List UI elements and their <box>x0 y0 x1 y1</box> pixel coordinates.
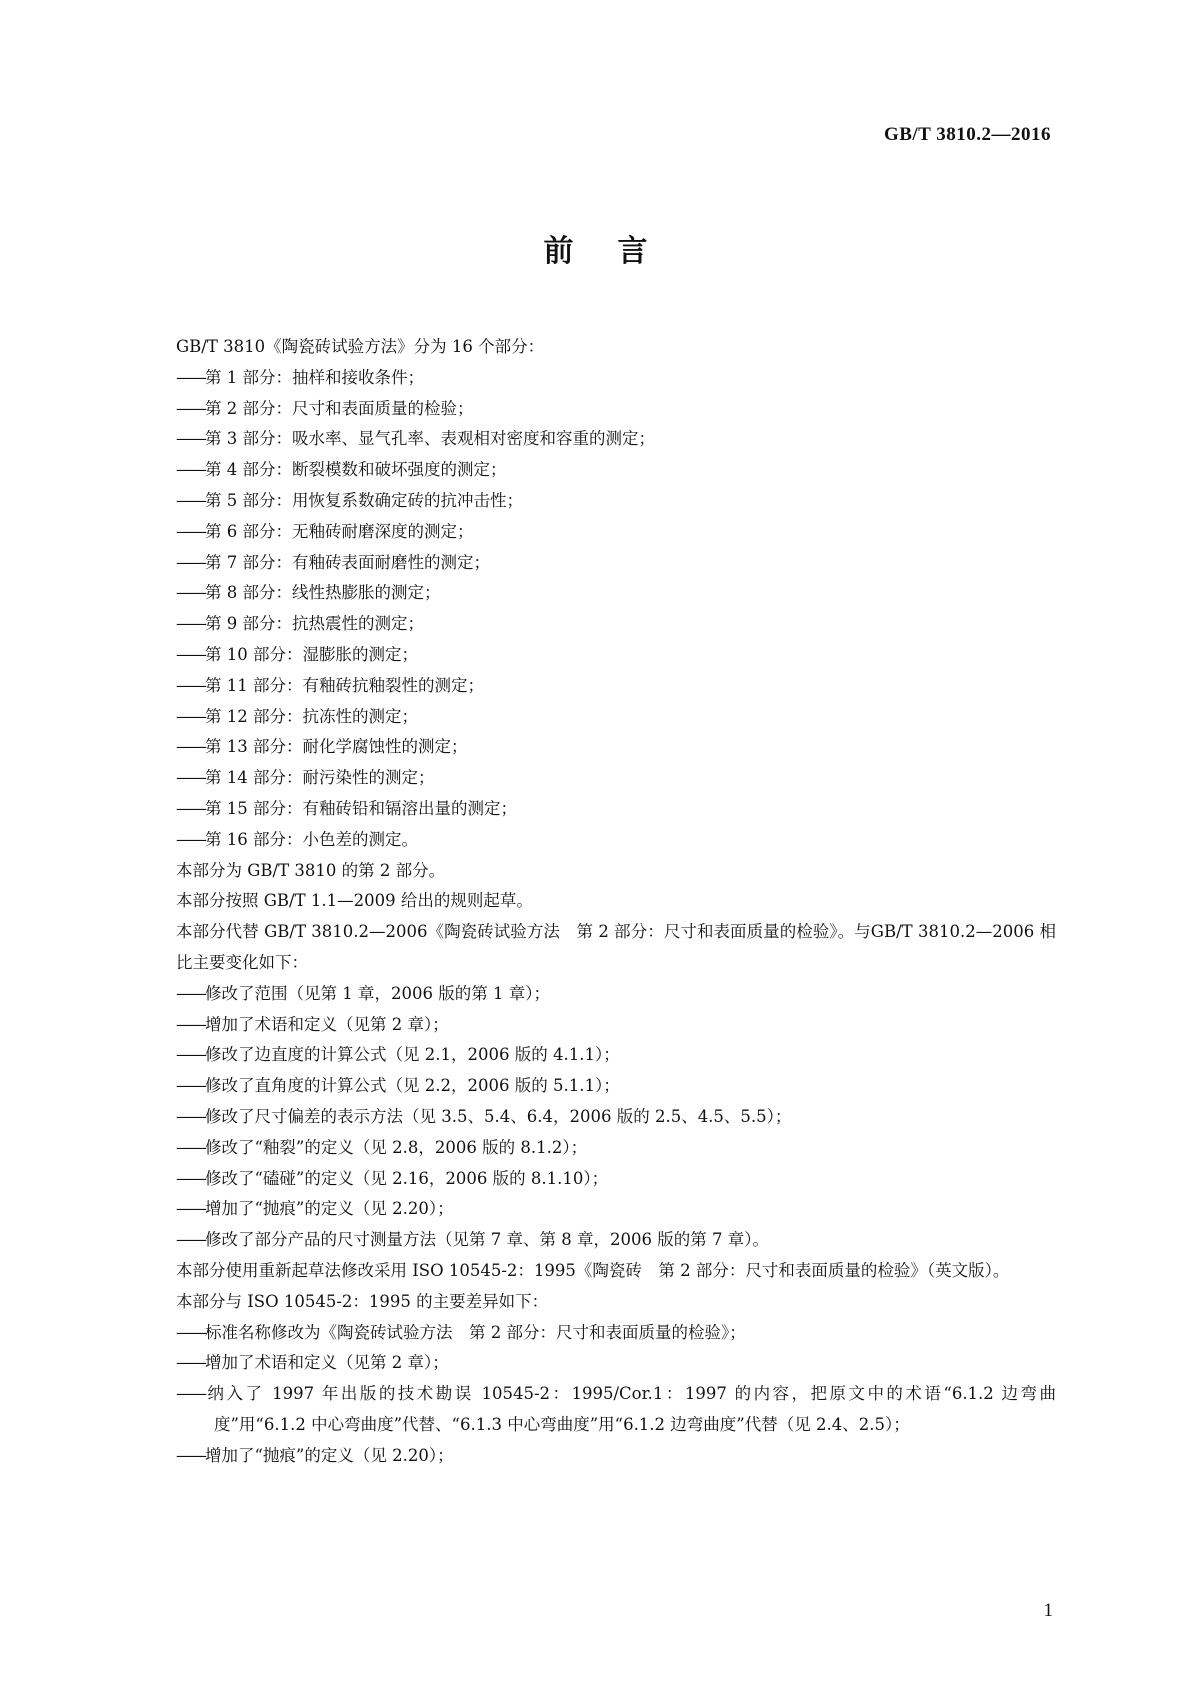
list-item <box>136 671 1056 702</box>
list-item <box>136 702 1056 733</box>
list-item <box>136 394 1056 425</box>
list-item <box>136 640 1056 671</box>
dash-marker: —— <box>176 614 205 634</box>
dash-marker: —— <box>176 1076 205 1096</box>
paragraph-text: 第 15 部分：有釉砖铅和镉溶出量的测定； <box>205 798 517 818</box>
paragraph-text: 第 5 部分：用恢复系数确定砖的抗冲击性； <box>205 490 523 510</box>
standard-code: GB/T 3810.2—2016 <box>883 124 1051 145</box>
list-item <box>136 1194 1056 1225</box>
foreword-body <box>136 332 1056 1471</box>
paragraph-text: 第 1 部分：抽样和接收条件； <box>205 367 424 387</box>
paragraph <box>136 856 1056 887</box>
paragraph-text: 第 12 部分：抗冻性的测定； <box>205 706 418 726</box>
dash-marker: —— <box>176 367 205 387</box>
dash-marker: —— <box>176 1353 205 1373</box>
dash-marker: —— <box>176 1045 205 1065</box>
paragraph-text: 增加了“抛痕”的定义（见 2.20）； <box>205 1199 454 1219</box>
paragraph-text: 第 2 部分：尺寸和表面质量的检验； <box>205 398 474 418</box>
paragraph-text: 修改了“釉裂”的定义（见 2.8，2006 版的 8.1.2）； <box>205 1137 588 1157</box>
page-number: 1 <box>1043 1600 1053 1621</box>
paragraph-text: 本部分代替 GB/T 3810.2—2006《陶瓷砖试验方法 第 2 部分：尺寸和表面质量的检验》。与GB/T 3810.2—2006 相比主要变化如下： <box>176 922 1056 972</box>
paragraph-text: 第 16 部分：小色差的测定。 <box>205 829 418 849</box>
title-char-2: 言 <box>617 234 648 269</box>
paragraph-text: 本部分按照 GB/T 1.1—2009 给出的规则起草。 <box>176 891 533 911</box>
dash-marker: —— <box>176 1168 205 1188</box>
paragraph-text: 第 3 部分：吸水率、显气孔率、表观相对密度和容重的测定； <box>205 429 655 449</box>
paragraph <box>136 886 1056 917</box>
paragraph-text: 第 4 部分：断裂模数和破坏强度的测定； <box>205 460 507 480</box>
dash-marker: —— <box>176 460 205 480</box>
list-item <box>136 363 1056 394</box>
paragraph-text: 修改了部分产品的尺寸测量方法（见第 7 章、第 8 章，2006 版的第 7 章）。 <box>205 1230 769 1250</box>
dash-marker: —— <box>176 675 205 695</box>
title-char-1: 前 <box>543 234 574 269</box>
dash-marker: —— <box>176 1322 205 1342</box>
paragraph-text: 第 10 部分：湿膨胀的测定； <box>205 644 418 664</box>
list-item <box>136 794 1056 825</box>
dash-marker: —— <box>176 1230 205 1250</box>
dash-marker: —— <box>176 983 205 1003</box>
paragraph-text: 修改了直角度的计算公式（见 2.2，2006 版的 5.1.1）； <box>205 1076 620 1096</box>
paragraph-text: 增加了术语和定义（见第 2 章）； <box>205 1014 449 1034</box>
paragraph-text: 增加了术语和定义（见第 2 章）； <box>205 1353 449 1373</box>
paragraph-text: 标准名称修改为《陶瓷砖试验方法 第 2 部分：尺寸和表面质量的检验》； <box>205 1322 746 1342</box>
list-item <box>136 455 1056 486</box>
dash-marker: —— <box>176 829 205 849</box>
paragraph-text: 本部分使用重新起草法修改采用 ISO 10545-2：1995《陶瓷砖 第 2 部分：尺寸和表面质量的检验》（英文版）。 <box>176 1260 1010 1280</box>
dash-marker: —— <box>176 1384 205 1404</box>
paragraph-text: 第 7 部分：有釉砖表面耐磨性的测定； <box>205 552 490 572</box>
list-item <box>136 763 1056 794</box>
paragraph <box>136 1256 1056 1287</box>
list-item <box>136 517 1056 548</box>
dash-marker: —— <box>176 1106 205 1126</box>
page-title <box>0 226 1191 270</box>
dash-marker: —— <box>176 706 205 726</box>
paragraph <box>136 1287 1056 1318</box>
list-item <box>136 424 1056 455</box>
dash-marker: —— <box>176 1014 205 1034</box>
paragraph-text: 本部分为 GB/T 3810 的第 2 部分。 <box>176 860 446 880</box>
paragraph-text: 第 14 部分：耐污染性的测定； <box>205 768 435 788</box>
paragraph-text: 第 8 部分：线性热膨胀的测定； <box>205 583 441 603</box>
dash-marker: —— <box>176 768 205 788</box>
list-item <box>136 1348 1056 1379</box>
paragraph <box>136 917 1056 979</box>
paragraph-text: 增加了“抛痕”的定义（见 2.20）； <box>205 1445 454 1465</box>
paragraph-text: 纳入了 1997 年出版的技术勘误 10545-2：1995/Cor.1：1997 的内容，把原文中的术语“6.1.2 边弯曲度”用“6.1.2 中心弯曲度”代替、“6.1.3 中心弯曲度”用“6.1.2 边弯曲度”代替（见 2.4、2.5）； <box>205 1384 1056 1434</box>
paragraph-text: 本部分与 ISO 10545-2：1995 的主要差异如下： <box>176 1291 549 1311</box>
dash-marker: —— <box>176 398 205 418</box>
list-item <box>136 1225 1056 1256</box>
paragraph-text: 第 9 部分：抗热震性的测定； <box>205 614 424 634</box>
dash-marker: —— <box>176 798 205 818</box>
dash-marker: —— <box>176 1445 205 1465</box>
list-item <box>136 1379 1056 1441</box>
paragraph-text: 第 6 部分：无釉砖耐磨深度的测定； <box>205 521 474 541</box>
dash-marker: —— <box>176 552 205 572</box>
dash-marker: —— <box>176 521 205 541</box>
paragraph-text: 修改了范围（见第 1 章，2006 版的第 1 章）； <box>205 983 550 1003</box>
paragraph <box>136 332 1056 363</box>
dash-marker: —— <box>176 737 205 757</box>
list-item <box>136 732 1056 763</box>
list-item <box>136 1071 1056 1102</box>
list-item <box>136 1164 1056 1195</box>
paragraph-text: 修改了尺寸偏差的表示方法（见 3.5、5.4、6.4，2006 版的 2.5、4.5、5.5）； <box>205 1106 792 1126</box>
list-item <box>136 1441 1056 1472</box>
list-item <box>136 609 1056 640</box>
list-item <box>136 1040 1056 1071</box>
list-item <box>136 1133 1056 1164</box>
dash-marker: —— <box>176 1199 205 1219</box>
list-item <box>136 825 1056 856</box>
dash-marker: —— <box>176 490 205 510</box>
list-item <box>136 486 1056 517</box>
dash-marker: —— <box>176 583 205 603</box>
dash-marker: —— <box>176 1137 205 1157</box>
dash-marker: —— <box>176 429 205 449</box>
list-item <box>136 1102 1056 1133</box>
paragraph-text: 修改了“磕碰”的定义（见 2.16，2006 版的 8.1.10）； <box>205 1168 609 1188</box>
paragraph-text: 第 13 部分：耐化学腐蚀性的测定； <box>205 737 468 757</box>
list-item <box>136 979 1056 1010</box>
list-item <box>136 578 1056 609</box>
list-item <box>136 1318 1056 1349</box>
paragraph-text: 第 11 部分：有釉砖抗釉裂性的测定； <box>205 675 484 695</box>
dash-marker: —— <box>176 644 205 664</box>
paragraph-text: GB/T 3810《陶瓷砖试验方法》分为 16 个部分： <box>176 337 545 356</box>
paragraph-text: 修改了边直度的计算公式（见 2.1，2006 版的 4.1.1）； <box>205 1045 620 1065</box>
list-item <box>136 1010 1056 1041</box>
list-item <box>136 548 1056 579</box>
